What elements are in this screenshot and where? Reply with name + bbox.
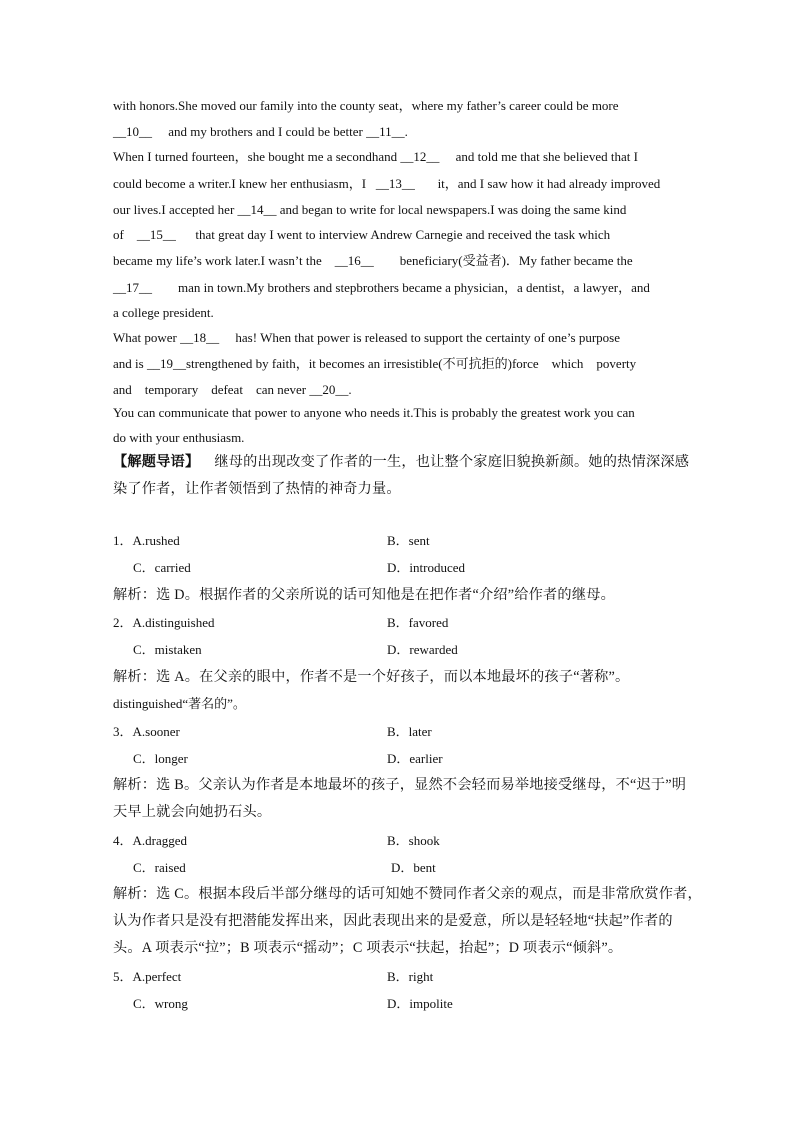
- passage-line: [113, 355, 636, 373]
- passage-text: with honors.She moved our family into the county seat，where my father’s career could be more: [113, 98, 619, 113]
- passage-text: strengthened by faith，it becomes an irresistible(不可抗拒的)force which poverty: [185, 356, 637, 371]
- passage-line: [113, 123, 408, 141]
- passage-text: You can communicate that power to anyone who needs it.This is probably the greatest work you can: [113, 405, 635, 420]
- question-4: [113, 832, 187, 850]
- passage-text: .: [404, 124, 408, 139]
- passage-line: [113, 279, 650, 297]
- blank-14: __14__: [237, 202, 277, 217]
- passage-line: [113, 97, 619, 115]
- passage-text: could become a writer.I knew her enthusiasm，I: [113, 176, 376, 191]
- passage-text: and told me that she believed that I: [439, 149, 638, 164]
- passage-text: .: [348, 382, 352, 397]
- option-c: C．mistaken: [133, 642, 202, 657]
- option-b: B．favored: [387, 615, 449, 630]
- passage-text: What power: [113, 330, 181, 345]
- guide-line: [113, 480, 401, 498]
- passage-text: that great day I went to interview Andrew Carnegie and received the task which: [175, 227, 611, 242]
- passage-line: [113, 148, 638, 166]
- passage-text: man in town.My brothers and stepbrothers became a physician，a dentist，a lawyer，and: [152, 280, 650, 295]
- option-a: A.distinguished: [132, 615, 215, 630]
- passage-text: When I turned fourteen，she bought me a secondhand: [113, 149, 401, 164]
- passage-line: [113, 252, 633, 270]
- question-number: 5．: [113, 969, 133, 984]
- explanation-4-cont: 认为作者只是没有把潜能发挥出来，因此表现出来的是爱意，所以是轻轻地“扶起”作者的: [113, 913, 673, 929]
- blank-12: __12__: [400, 149, 440, 164]
- blank-11: __11__: [366, 124, 405, 139]
- option-a: A.dragged: [132, 833, 188, 848]
- passage-line: [113, 381, 352, 399]
- blank-20: __20__: [309, 382, 349, 397]
- explanation-4-cont: 头。A 项表示“拉”；B 项表示“摇动”；C 项表示“扶起，抬起”；D 项表示“倾斜”。: [113, 940, 623, 956]
- guide-text: 染了作者，让作者领悟到了热情的神奇力量。: [113, 481, 401, 497]
- passage-line: [113, 404, 635, 422]
- passage-text: and began to write for local newspapers.I was doing the same kind: [276, 202, 627, 217]
- passage-text: do with your enthusiasm.: [113, 430, 245, 445]
- explanation-2-cont: distinguished“著名的”。: [113, 696, 246, 711]
- option-d: D．rewarded: [387, 642, 458, 657]
- passage-text: it，and I saw how it had already improved: [414, 176, 661, 191]
- passage-text: became my life’s work later.I wasn’t the: [113, 253, 335, 268]
- option-d: D．impolite: [387, 996, 453, 1011]
- option-c: C．longer: [133, 751, 188, 766]
- option-a: A.rushed: [132, 533, 180, 548]
- question-number: 4．: [113, 833, 133, 848]
- option-c: C．carried: [133, 560, 191, 575]
- explanation-4: 解析：选 C。根据本段后半部分继母的话可知她不赞同作者父亲的观点，而是非常欣赏作者，: [113, 886, 702, 902]
- explanation-3-cont: 天早上就会向她扔石头。: [113, 804, 272, 820]
- option-d: D．earlier: [387, 751, 443, 766]
- option-d: D．introduced: [387, 560, 465, 575]
- blank-15: __15__: [136, 227, 176, 242]
- passage-text: beneficiary(受益者)．My father became the: [373, 253, 633, 268]
- option-b: B．right: [387, 969, 434, 984]
- option-b: B．later: [387, 724, 432, 739]
- passage-text: and my brothers and I could be better: [168, 124, 367, 139]
- passage-line: [113, 201, 626, 219]
- passage-text: a college president.: [113, 305, 214, 320]
- option-b: B．shook: [387, 833, 440, 848]
- passage-line: [113, 329, 620, 347]
- passage-text: has! When that power is released to support the certainty of one’s purpose: [219, 330, 620, 345]
- question-2: [113, 614, 215, 632]
- question-1: [113, 532, 180, 550]
- option-a: A.sooner: [132, 724, 180, 739]
- explanation-1: 解析：选 D。根据作者的父亲所说的话可知他是在把作者“介绍”给作者的继母。: [113, 587, 615, 603]
- explanation-3: 解析：选 B。父亲认为作者是本地最坏的孩子，显然不会轻而易举地接受继母，不“迟于”明: [113, 777, 687, 793]
- passage-text: and temporary defeat can never: [113, 382, 310, 397]
- guide-label: 【解题导语】: [113, 454, 200, 470]
- option-c: C．wrong: [133, 996, 188, 1011]
- passage-line: [113, 175, 660, 193]
- passage-line: [113, 304, 214, 322]
- question-number: 3．: [113, 724, 133, 739]
- blank-16: __16__: [334, 253, 374, 268]
- question-number: 2．: [113, 615, 133, 630]
- blank-17: __17__: [113, 280, 152, 295]
- passage-line: [113, 429, 244, 447]
- blank-19: __19__: [146, 356, 186, 371]
- option-b: B．sent: [387, 533, 430, 548]
- question-3: [113, 723, 180, 741]
- passage-line: [113, 226, 610, 244]
- question-number: 1．: [113, 533, 133, 548]
- blank-13: __13__: [375, 176, 415, 191]
- option-a: A.perfect: [132, 969, 182, 984]
- blank-10: __10__: [113, 124, 152, 139]
- option-c: C．raised: [133, 860, 186, 875]
- question-5: [113, 968, 181, 986]
- passage-text: and is: [113, 356, 147, 371]
- passage-text: our lives.I accepted her: [113, 202, 238, 217]
- guide-text: 继母的出现改变了作者的一生，也让整个家庭旧貌换新颜。她的热情深深感: [214, 454, 690, 470]
- passage-text: of: [113, 227, 137, 242]
- explanation-2: 解析：选 A。在父亲的眼中，作者不是一个好孩子，而以本地最坏的孩子“著称”。: [113, 669, 630, 685]
- blank-18: __18__: [180, 330, 220, 345]
- guide-line: [113, 453, 689, 471]
- option-d: D．bent: [391, 860, 436, 875]
